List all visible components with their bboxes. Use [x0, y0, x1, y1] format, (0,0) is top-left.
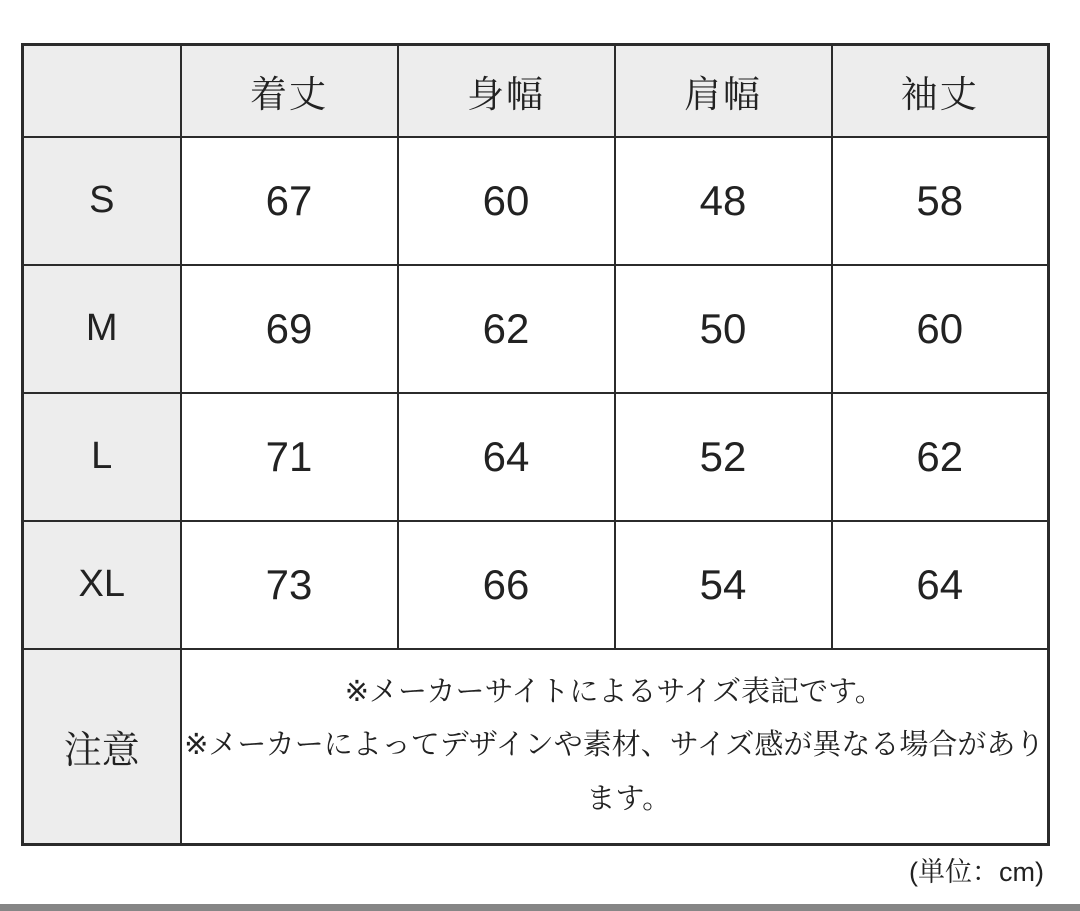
size-chart-table [21, 43, 1050, 846]
table-row-l [23, 393, 1049, 521]
measurement-cell: 64 [832, 521, 1049, 649]
size-label-cell: XL [23, 521, 181, 649]
measurement-cell: 54 [615, 521, 832, 649]
header-corner-cell [23, 45, 181, 137]
measurement-cell: 60 [398, 137, 615, 265]
header-cell-body-length: 着丈 [181, 45, 398, 137]
measurement-cell: 69 [181, 265, 398, 393]
bottom-edge-bar [0, 904, 1080, 911]
measurement-cell: 62 [398, 265, 615, 393]
measurement-cell: 67 [181, 137, 398, 265]
header-cell-shoulder-width: 肩幅 [615, 45, 832, 137]
header-cell-sleeve-length: 袖丈 [832, 45, 1049, 137]
measurement-cell: 71 [181, 393, 398, 521]
measurement-cell: 58 [832, 137, 1049, 265]
measurement-cell: 66 [398, 521, 615, 649]
measurement-cell: 64 [398, 393, 615, 521]
measurement-cell: 52 [615, 393, 832, 521]
header-cell-body-width: 身幅 [398, 45, 615, 137]
notice-line-1: ※メーカーサイトによるサイズ表記です。 [344, 675, 884, 708]
measurement-cell: 48 [615, 137, 832, 265]
notice-line-2: ※メーカーによってデザインや素材、サイズ感が異なる場合があります。 [184, 729, 1045, 816]
table-header-row [23, 45, 1049, 137]
table-row-s [23, 137, 1049, 265]
size-label-cell: S [23, 137, 181, 265]
measurement-cell: 60 [832, 265, 1049, 393]
size-label-cell: M [23, 265, 181, 393]
measurement-cell: 73 [181, 521, 398, 649]
measurement-cell: 50 [615, 265, 832, 393]
notice-label-cell: 注意 [23, 649, 181, 845]
notice-text-cell [181, 649, 1049, 845]
unit-note: (単位：cm) [909, 857, 1044, 887]
measurement-cell: 62 [832, 393, 1049, 521]
table-row-xl [23, 521, 1049, 649]
size-label-cell: L [23, 393, 181, 521]
table-row-notice [23, 649, 1049, 845]
table-row-m [23, 265, 1049, 393]
